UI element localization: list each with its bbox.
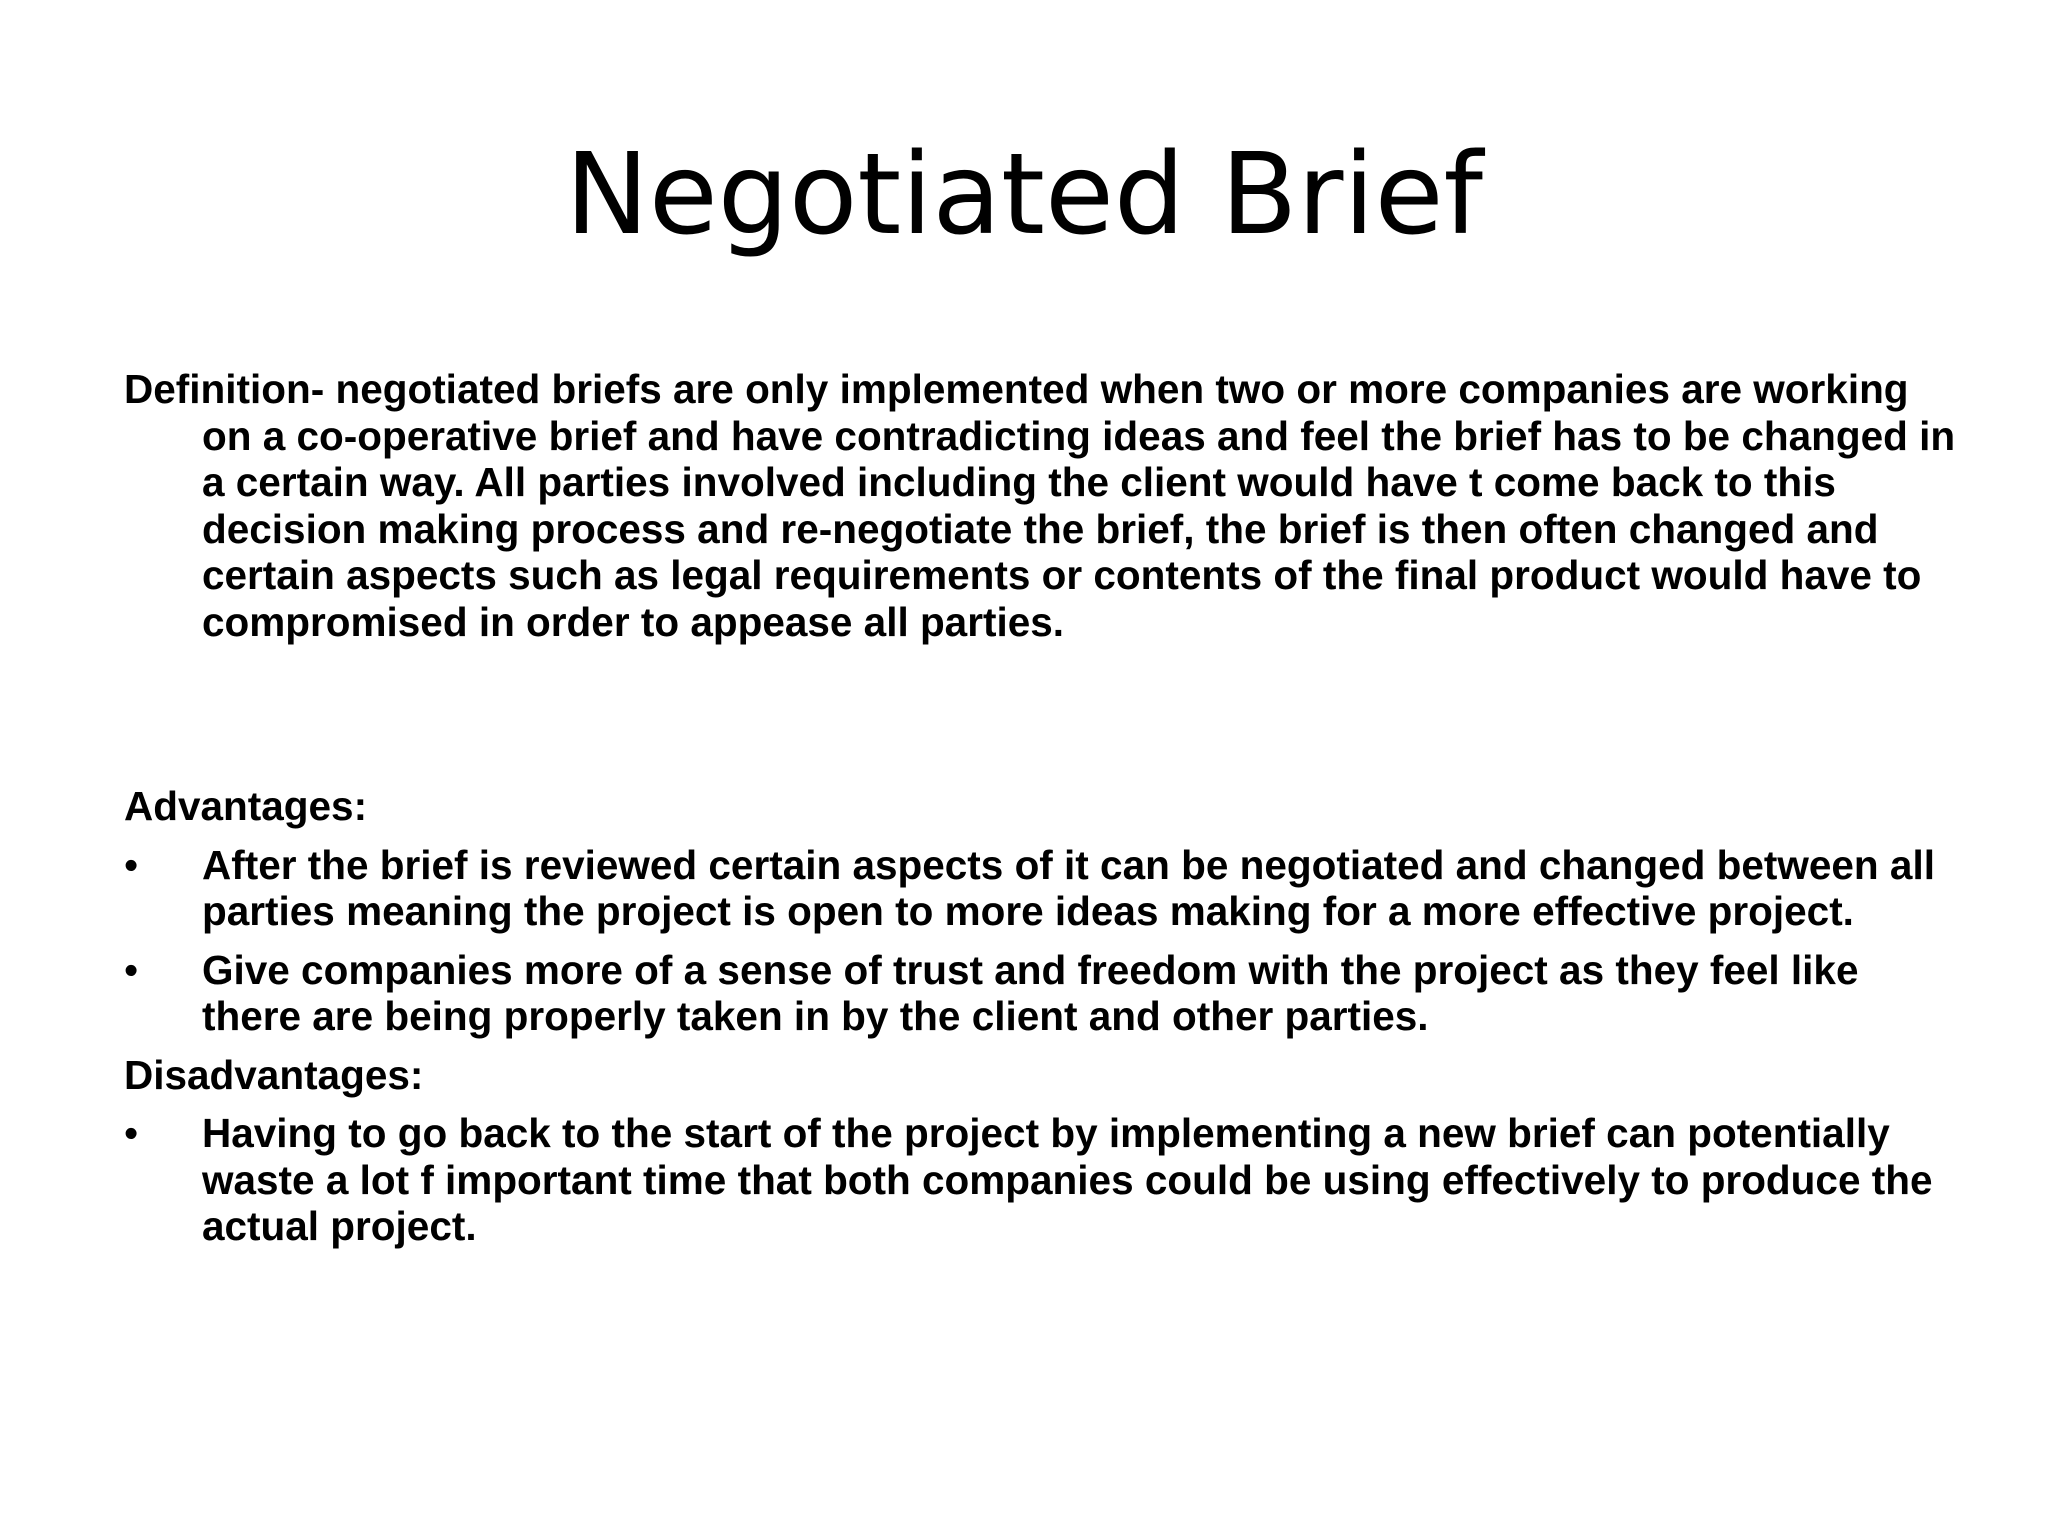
advantages-list <box>124 842 1964 1040</box>
spacer <box>124 645 1964 783</box>
slide-body <box>124 366 1964 1262</box>
advantage-text: After the brief is reviewed certain aspects of it can be negotiated and changed between all parties meaning the project is open to more ideas making for a more effective project. <box>202 841 1935 934</box>
advantage-text: Give companies more of a sense of trust and freedom with the project as they feel like there are being properly taken in by the client and other parties. <box>202 946 1859 1039</box>
list-item <box>124 947 1964 1040</box>
list-item <box>124 1110 1964 1250</box>
disadvantage-text: Having to go back to the start of the project by implementing a new brief can potentially waste a lot f important time that both companies could be using effectively to produce the actual project. <box>202 1110 1933 1249</box>
advantages-heading: Advantages: <box>124 783 368 829</box>
disadvantages-list <box>124 1110 1964 1250</box>
list-item <box>124 842 1964 935</box>
bullet-icon: • <box>124 1110 139 1156</box>
definition-paragraph: Definition- negotiated briefs are only implemented when two or more companies are working on a co-operative brief and have contradicting ideas and feel the brief has to be changed in a certain way. All parties involved including the client would have t come back to this decision making process and re-negotiate the brief, the brief is then often changed and certain aspects such as legal requirements or contents of the final product would have to compromised in order to appease all parties. <box>124 366 1956 645</box>
bullet-icon: • <box>124 841 139 888</box>
disadvantages-heading: Disadvantages: <box>124 1051 424 1098</box>
slide-title: Negotiated Brief <box>565 130 1483 260</box>
bullet-icon: • <box>124 946 139 993</box>
